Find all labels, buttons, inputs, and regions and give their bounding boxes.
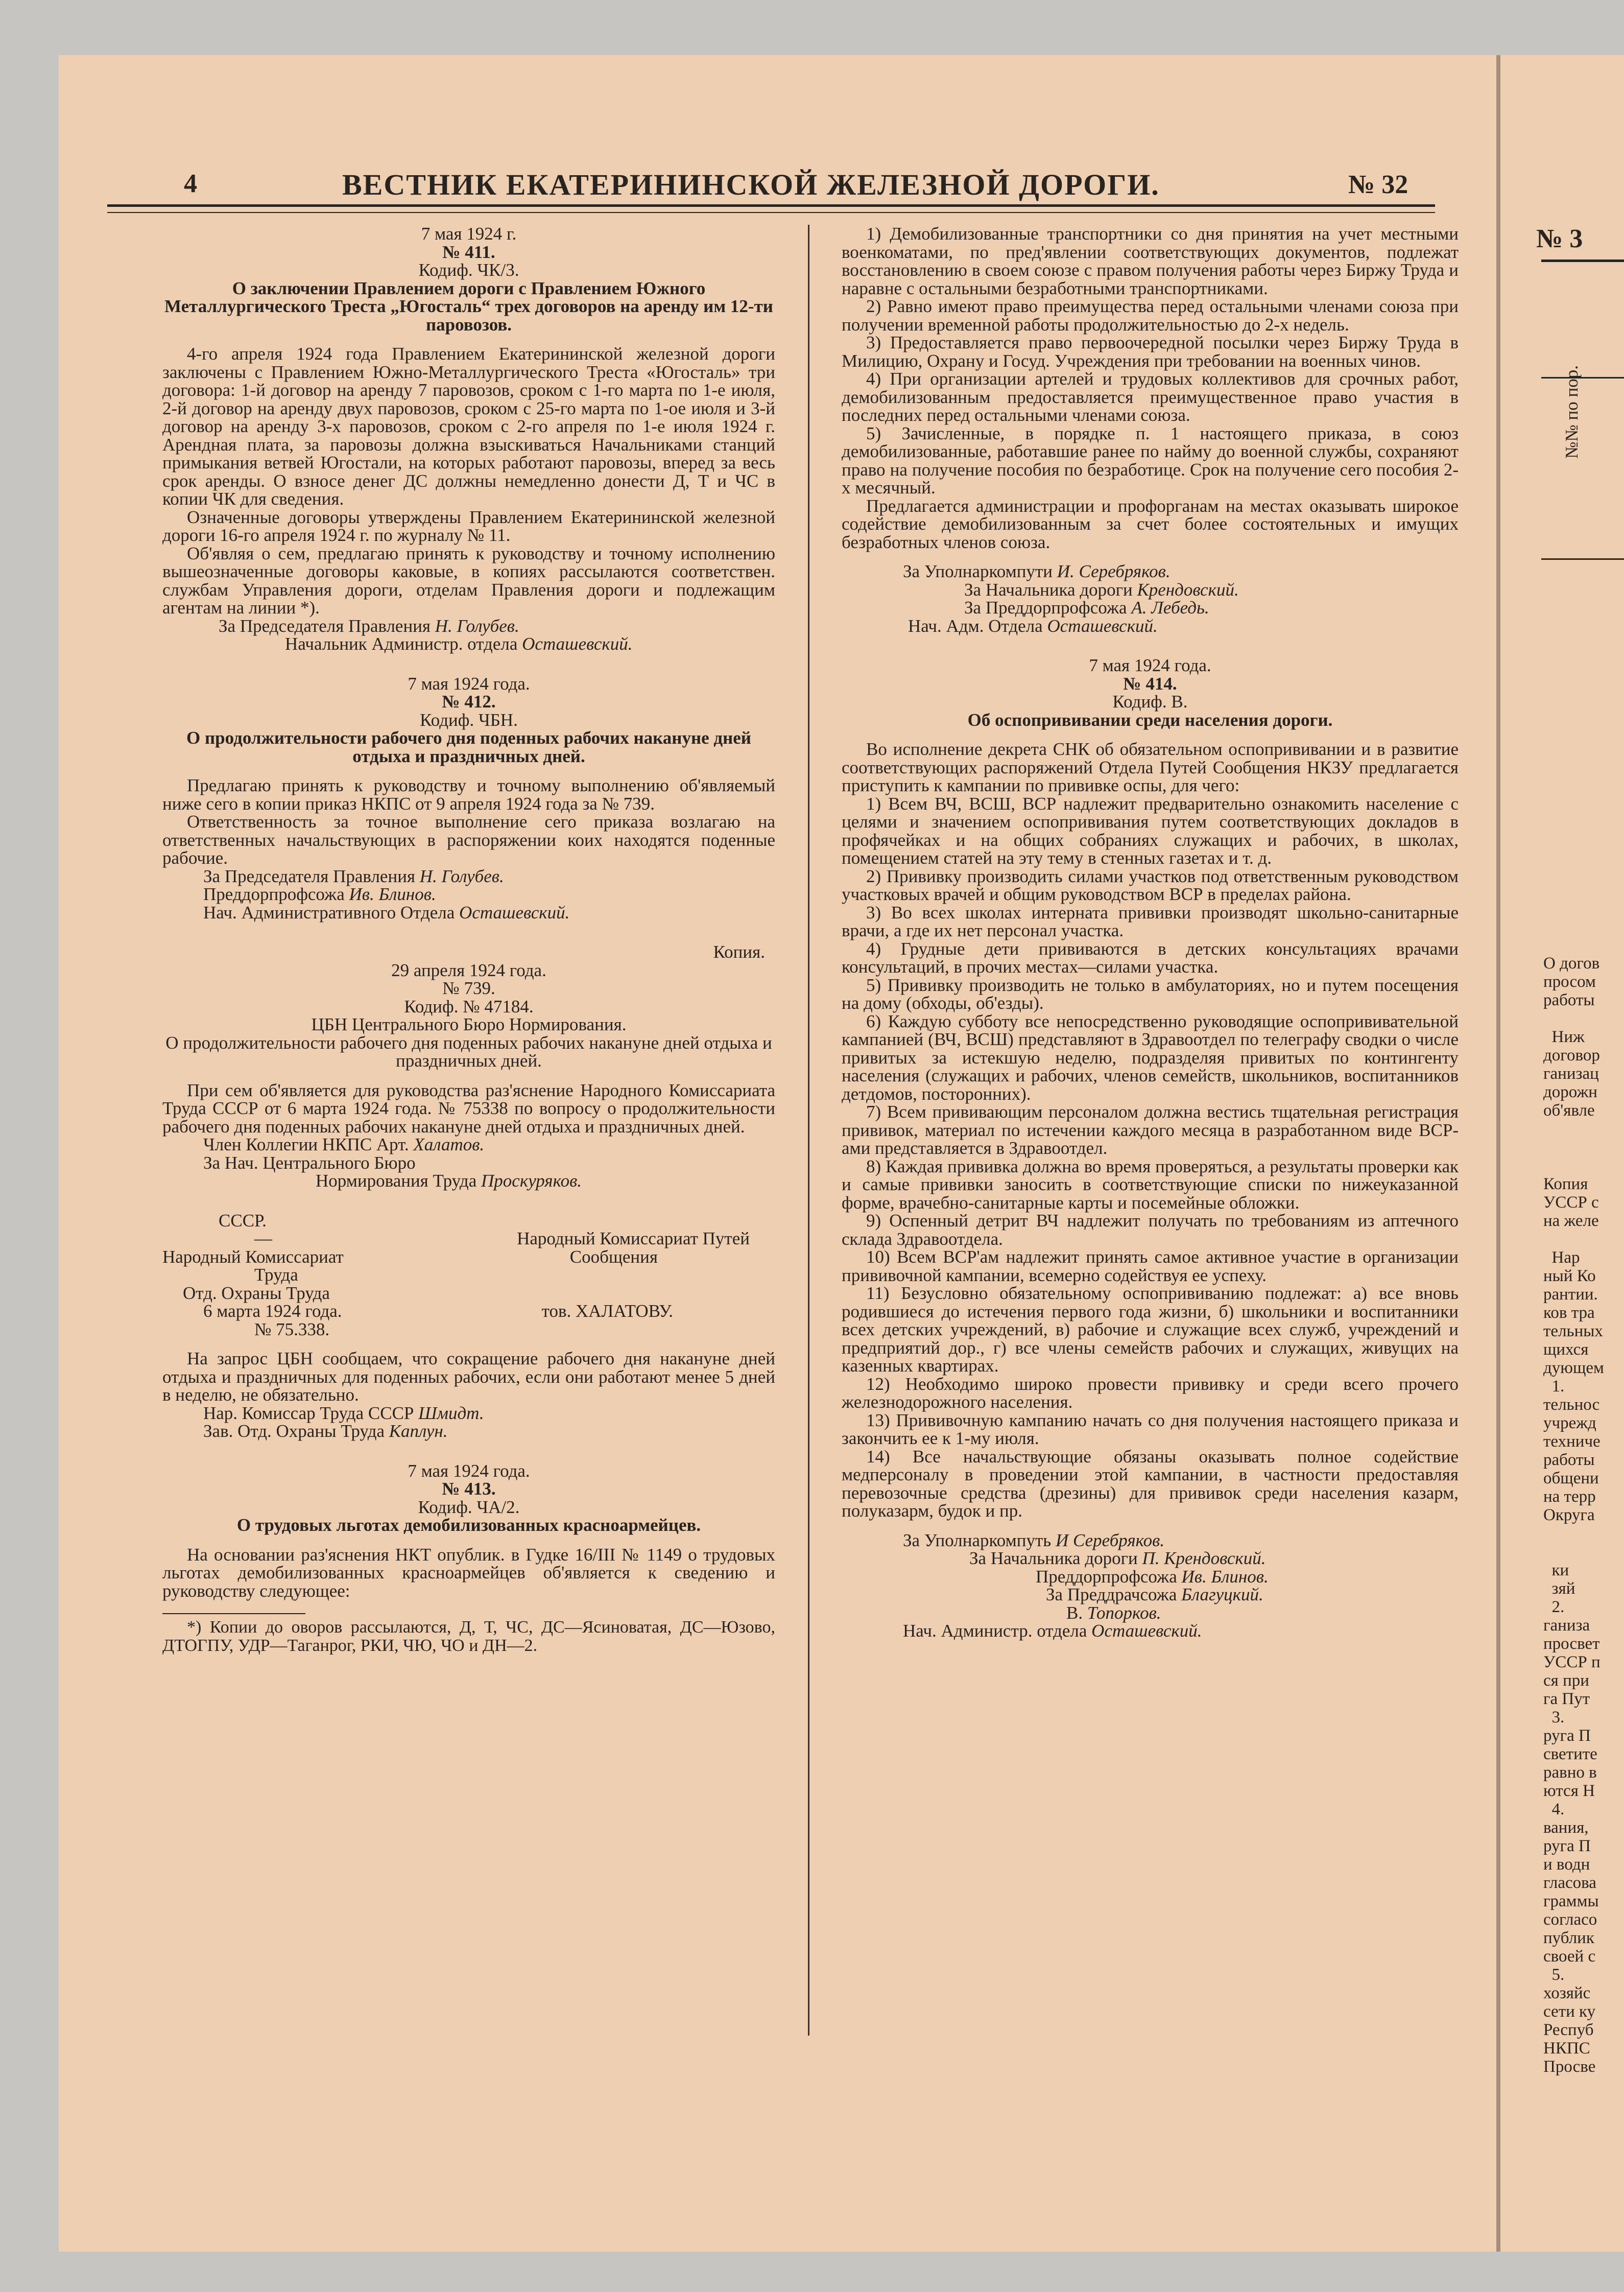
order-heading: О заключении Правлением дороги с Правлением Южного Металлургического Треста „Югосталь“ трех договоров на аренду им 12-ти паровозов. — [164, 278, 773, 335]
footnote-rule — [162, 1613, 305, 1614]
order-413-continued — [842, 225, 1459, 635]
list-item: 12) Необходимо широко провести прививку и среди всего прочего железнодорожного населения. — [842, 1374, 1459, 1412]
order-number: № 414. — [1123, 673, 1177, 694]
copy-order-739 — [162, 943, 775, 1190]
order-date: 29 апреля 1924 года. — [391, 960, 546, 980]
list-item: 1) Всем ВЧ, ВСШ, ВСР надлежит предварительно ознакомить население с целями и значением оспопрививания путем соответствующих докладов в профячейках и на общих собраниях служащих и рабочих, в школах, помещением статей на эту тему в стенных газетах и т. д. — [842, 793, 1459, 868]
order-date: 7 мая 1924 года. — [408, 673, 530, 694]
list-item: 1) Демобилизованные транспортники со дня принятия на учет местными военкоматами, по пред'явлении соответствующих документов, подлежат восстановлению в своем союзе с правом получения работы через Биржу Труда и наравне с остальными безработными транспортниками. — [842, 224, 1459, 298]
column-divider — [808, 225, 809, 2036]
page-fold — [1496, 55, 1500, 2252]
signature-line: За Начальника дороги Крендовский. — [964, 579, 1239, 600]
signature-line: Нач. Администр. отдела Осташевский. — [903, 1621, 1202, 1641]
list-item: 8) Каждая прививка должна во время проверяться, а результаты проверки как и самые прививки заносить в соответствующие списки по нижеуказанной форме, врачебно-санитарные карты и посемейные обложки. — [842, 1156, 1459, 1213]
list-item: 9) Оспенный детрит ВЧ надлежит получать по требованиям из аптечного склада Здравоотдела. — [842, 1211, 1459, 1249]
signature-line: Зав. Отд. Охраны Труда Каплун. — [203, 1421, 448, 1441]
signature-line: За Начальника дороги П. Крендовский. — [969, 1548, 1266, 1568]
right-column — [842, 225, 1459, 1640]
list-item: 3) Во всех школах интерната прививки производят школьно-санитарные врачи, а где их нет персонал участка. — [842, 902, 1459, 940]
copy-label: Копия. — [713, 942, 765, 962]
adjacent-text-fragment: О догов просом работы Ниж договор ганизац дорожн об'явле Копия УССР с на желе Нар ный Ко рантии. ков тра тельных щихся дующем 1. тельнос учрежд техниче работы общени на терр Округа ки зяй 2. ганиза просвет УССР п ся при га Пут 3. руга П светите равно в ются Н 4. вания, руга П и водн гласова граммы согласо публик своей с 5. хозяйс сети ку Респуб НКПС Просве — [1543, 954, 1604, 2076]
signature-line: Начальник Администр. отдела Осташевский. — [285, 634, 633, 654]
footnote: *) Копии до оворов рассылаются, Д, Т, ЧС, ДС—Ясиноватая, ДС—Юзово, ДТОГПУ, УДР—Таганрог, РКИ, ЧЮ, ЧО и ДН—2. — [162, 1618, 775, 1655]
letter-dash: — — [254, 1228, 272, 1248]
order-code: Кодиф. ЧА/2. — [418, 1497, 520, 1517]
paragraph: Во исполнение декрета СНК об обязательном оспопрививании и в развитие соответствующих распоряжений Отдела Путей Сообщения НКЗУ предлагается приступить к кампании по прививке оспы, для чего: — [842, 739, 1459, 795]
list-item: 13) Прививочную кампанию начать со дня получения настоящего приказа и закончить ее к 1-му июля. — [842, 1410, 1459, 1448]
signature-line: За Председателя Правления Н. Голубев. — [219, 616, 519, 636]
paragraph: На запрос ЦБН сообщаем, что сокращение рабочего дня накануне дней отдыха и праздничных для поденных рабочих, если они работают менее 5 дней в неделю, не обязательно. — [162, 1349, 775, 1405]
newspaper-title: ВЕСТНИК ЕКАТЕРИНИНСКОЙ ЖЕЛЕЗНОЙ ДОРОГИ. — [342, 168, 1160, 201]
order-date: 7 мая 1924 года. — [408, 1460, 530, 1481]
signature-line: За Нач. Центрального Бюро — [203, 1152, 416, 1173]
signature-line: Нормирования Труда Проскуряков. — [316, 1171, 582, 1191]
letter-nkps: Народный Комиссариат Путей — [517, 1228, 750, 1248]
list-item: 10) Всем ВСР'ам надлежит принять самое активное участие в организации прививочной кампании, всемерно содействуя ее успеху. — [842, 1247, 1459, 1285]
paragraph: Об'являя о сем, предлагаю принять к руководству и точному исполнению вышеозначенные договоры каковые, в копиях рассылаются соответствен. службам Управления дороги, отделам Правления дороги и подлежащим агентам на линии *). — [162, 543, 775, 618]
signature-line: Нач. Адм. Отдела Осташевский. — [908, 616, 1158, 636]
adjacent-table-bottom — [1541, 558, 1624, 560]
header-rule — [107, 204, 1435, 213]
list-item: 5) Зачисленные, в порядке п. 1 настоящего приказа, в союз демобилизованные, работавшие ранее по найму до военной службы, сохраняют право на получение пособия по безработице. Срок на получение сего пособия 2-х месячный. — [842, 423, 1459, 498]
left-column — [162, 225, 775, 1655]
letter-date: 6 марта 1924 года. — [203, 1301, 342, 1321]
issue-number: № 32 — [1348, 170, 1408, 199]
paragraph: На основании раз'яснения НКТ опублик. в Гудке 16/III № 1149 о трудовых льготах демобилизованных красноармейцев об'является к сведению и руководству следующее: — [162, 1544, 775, 1601]
list-item: 4) При организации артелей и трудовых коллективов для срочных работ, демобилизованным предоставляется преимущественное право участия в последних перед остальными членами союза. — [842, 369, 1459, 425]
order-date: 7 мая 1924 г. — [421, 224, 517, 244]
letter-nkt-2: Труда — [254, 1265, 298, 1285]
adjacent-header-rule — [1541, 259, 1624, 262]
list-item: 2) Равно имеют право преимущества перед остальными членами союза при получении временной работы продолжительностью до 2-х недель. — [842, 296, 1459, 335]
organization: ЦБН Центрального Бюро Нормирования. — [311, 1014, 627, 1034]
letter-header — [162, 1212, 775, 1339]
signature-line: В. Топорков. — [1066, 1602, 1161, 1623]
signature-line: За Уполнаркомпути И. Серебряков. — [903, 561, 1171, 581]
order-code: Кодиф. ЧБН. — [420, 710, 518, 730]
signature-line: За Председателя Правления Н. Голубев. — [203, 866, 504, 886]
order-412 — [162, 675, 775, 922]
adjacent-page — [1500, 55, 1624, 2252]
adjacent-table-top — [1541, 377, 1624, 379]
letter-nkps-2: Сообщения — [569, 1246, 658, 1267]
signature-line: Преддорпрофсожа Ив. Блинов. — [203, 884, 436, 904]
signature-line: За Преддорпрофсожа А. Лебедь. — [964, 598, 1209, 618]
order-heading: О трудовых льготах демобилизованных красноармейцев. — [236, 1515, 701, 1535]
signature-line: За Уполнаркомпуть И Серебряков. — [903, 1530, 1165, 1550]
paragraph: Ответственность за точное выполнение сего приказа возлагаю на ответственных начальствующих в распоряжении коих находятся поденные рабочие. — [162, 812, 775, 868]
page-number: 4 — [184, 169, 197, 198]
signature-line: За Преддрачсожа Благуцкий. — [1046, 1585, 1263, 1604]
order-411 — [162, 225, 775, 653]
letter-dept: Отд. Охраны Труда — [183, 1283, 330, 1303]
order-code: Кодиф. В. — [1112, 692, 1188, 712]
order-code: Кодиф. ЧК/3. — [418, 260, 519, 280]
letter-addressee: тов. ХАЛАТОВУ. — [541, 1301, 673, 1321]
signature-line: Нач. Административного Отдела Осташевский. — [203, 902, 570, 923]
signature-line: Нар. Комиссар Труда СССР Шмидт. — [203, 1403, 484, 1423]
order-413 — [162, 1462, 775, 1600]
list-item: 7) Всем прививающим персоналом должна вестись тщательная регистрация прививок, материал по истечении каждого месяца в разработанном виде ВСР-ами представляется в Здравоотдел. — [842, 1102, 1459, 1158]
adjacent-table-column-label: №№ по пор. — [1562, 365, 1582, 459]
letter-ussr: СССР. — [219, 1210, 267, 1231]
list-item: 5) Прививку производить не только в амбулаториях, но и путем посещения на дому (обходы, об'езды). — [842, 975, 1459, 1013]
order-heading: О продолжительности рабочего дня поденных рабочих накануне дней отдыха и праздничных дней. — [186, 728, 751, 766]
list-item: 2) Прививку производить силами участков под ответственным руководством участковых врачей и общим руководством ВСР в пределах района. — [842, 866, 1459, 904]
order-414 — [842, 656, 1459, 1640]
paragraph: Предлагаю принять к руководству и точному выполнению об'являемый ниже сего в копии приказ НКПС от 9 апреля 1924 года за № 739. — [162, 775, 775, 814]
order-subject: О продолжительности рабочего дня поденных рабочих накануне дней отдыха и праздничных дней. — [165, 1032, 772, 1071]
order-heading: Об оспопрививании среди населения дороги. — [967, 710, 1333, 730]
order-number: № 411. — [442, 242, 495, 262]
order-date: 7 мая 1924 года. — [1089, 655, 1211, 675]
list-item: 4) Грудные дети прививаются в детских консультациях врачами консультаций, в прочих местах—силами участка. — [842, 938, 1459, 977]
paragraph: 4-го апреля 1924 года Правлением Екатерининской железной дороги заключены с Правлением Южно-Металлургического Треста «Югосталь» три договора: 1-й договор на аренду 7 паровозов, сроком с 1-го марта по 1-е июля, 2-й договор на аренду двух паровозов, сроком с 25-го марта по 1-ое июля и 3-й договор на аренду 3-х паровозов, сроком с 2-го апреля по 1-е июля 1924 г. Арендная плата, за паровозы должна взыскиваться Начальниками станций примыкания ветвей Югостали, на которых работают паровозы, вперед за весь срок аренды. О взносе денег ДС должны немедленно донести Д, Т и ЧС в копии ЧК для сведения. — [162, 344, 775, 509]
order-number: № 412. — [442, 692, 496, 712]
list-item: 11) Безусловно обязательному оспопрививанию подлежат: а) все вновь родившиеся до истечения первого года жизни, б) школьники и воспитанники всех детских учреждений, в) рабочие и служащие всех служб, учреждений и предприятий дор., г) все члены семейств рабочих и служащих, живущих на казенных квартирах. — [842, 1283, 1459, 1376]
list-item: 6) Каждую субботу все непосредственно руководящие оспопрививательной кампанией (ВЧ, ВСШ) представляют в Здравоотдел по телеграфу сводки о числе привитых за истекшую неделю, подразделяя привитых по контингенту населения (служащих и рабочих, членов семейств, школьников, воспитанников детдомов, посторонних). — [842, 1011, 1459, 1104]
paragraph: Означенные договоры утверждены Правлением Екатерининской железной дороги 16-го апреля 1924 г. по журналу № 11. — [162, 507, 775, 545]
order-number: № 413. — [442, 1479, 496, 1499]
signature-line: Член Коллегии НКПС Арт. Халатов. — [203, 1135, 485, 1154]
list-item: 3) Предоставляется право первоочередной посылки через Биржу Труда в Милицию, Охрану и Госуд. Учреждения при требовании на военных чинов. — [842, 333, 1459, 371]
letter-nkt: Народный Комиссариат — [162, 1246, 344, 1267]
letter-number: № 75.338. — [254, 1319, 330, 1339]
page-header — [123, 169, 1435, 209]
order-number: № 739. — [442, 978, 495, 998]
signature-line: Преддорпрофсожа Ив. Блинов. — [1036, 1566, 1269, 1587]
adjacent-issue-number: № 3 — [1536, 224, 1583, 253]
paragraph: Предлагается администрации и профорганам на местах оказывать широкое содействие демобилизованным за счет более состоятельных и имущих безработных членов союза. — [842, 495, 1459, 552]
list-item: 14) Все начальствующие обязаны оказывать полное содействие медперсоналу в проведении этой кампании, в частности предоставляя перевозочные средства (дрезины) для прививок среди населения казарм, полуказарм, будок и пр. — [842, 1446, 1459, 1521]
paragraph: При сем об'является для руководства раз'яснение Народного Комиссариата Труда СССР от 6 марта 1924 года. № 75338 по вопросу о продолжительности рабочего дня поденных рабочих накануне дней отдыха и праздничных дней. — [162, 1080, 775, 1137]
order-code: Кодиф. № 47184. — [404, 996, 534, 1017]
